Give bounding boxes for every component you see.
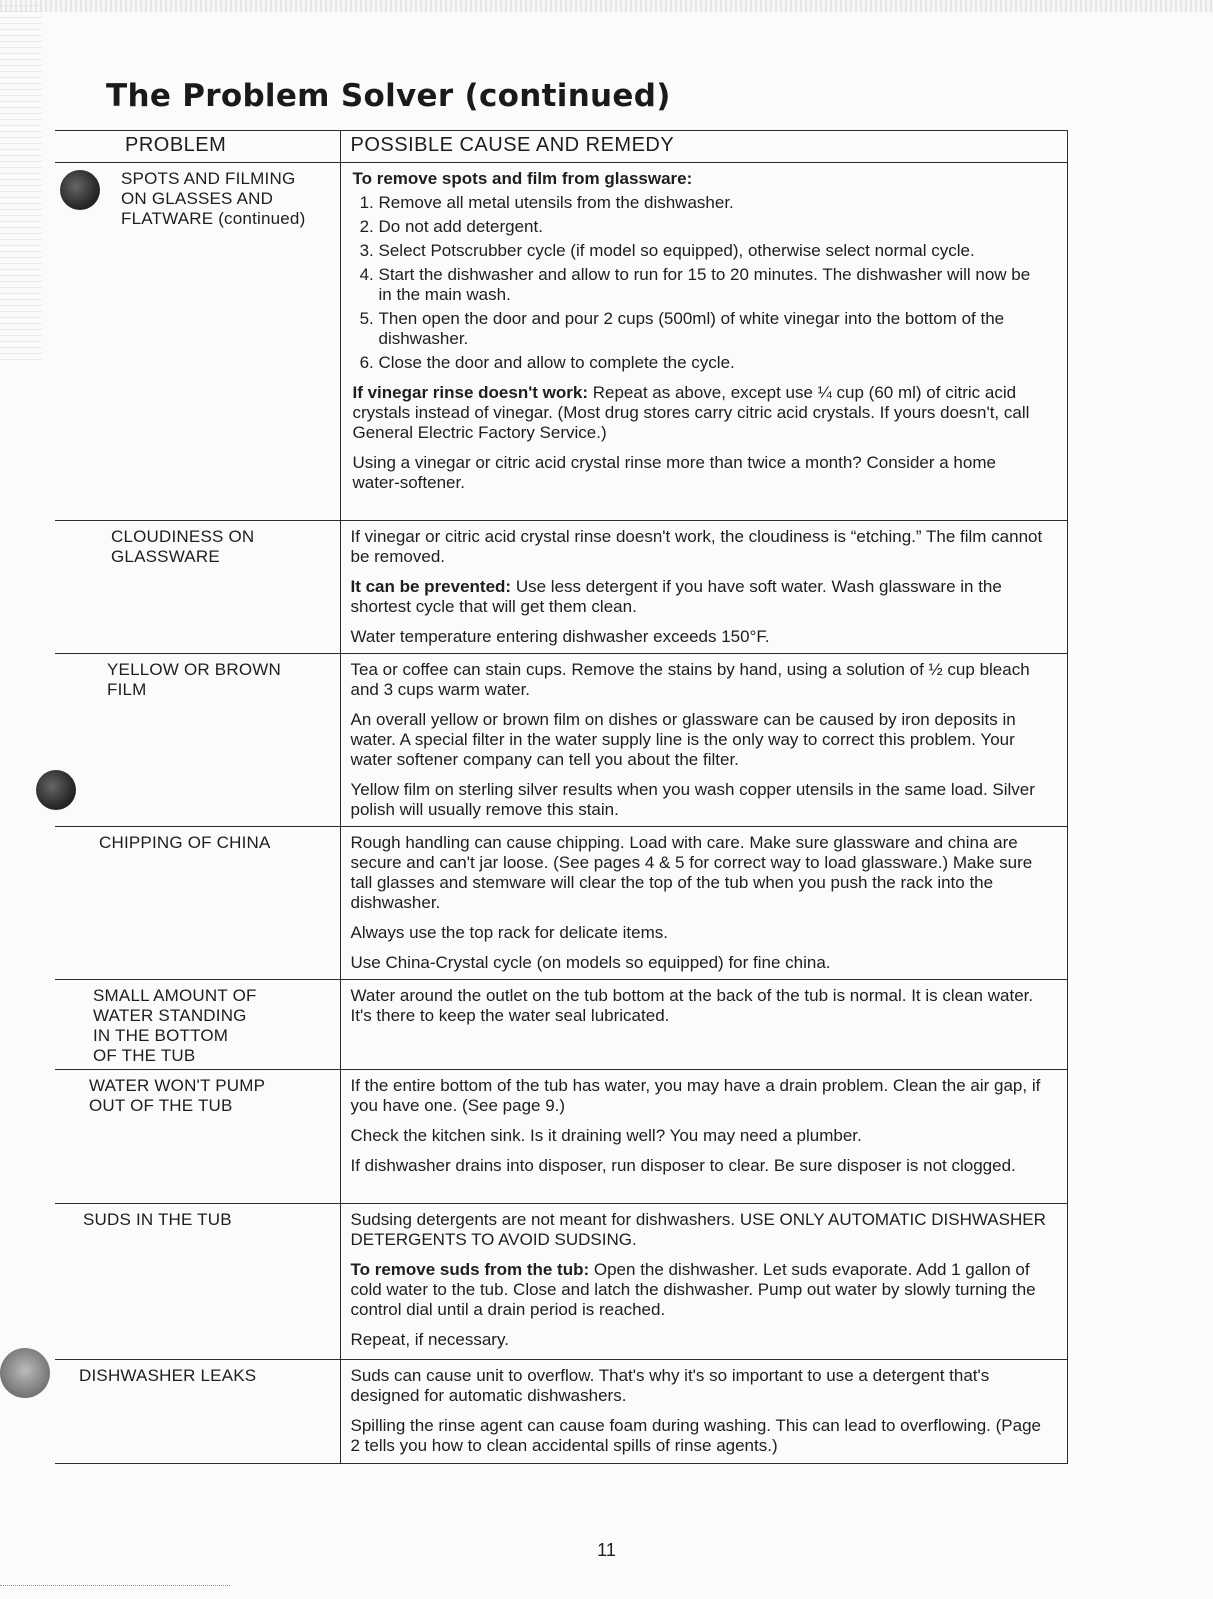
list-item: 4. Start the dishwasher and allow to run for 15 to 20 minutes. The dishwasher will now be in the main wash. <box>379 265 1047 305</box>
remedy-cell <box>340 1070 1067 1204</box>
remedy-text: Repeat as above, except use ¼ cup (60 ml) of citric acid crystals instead of vinegar. (Most drug stores carry citric acid crystals. If yours doesn't, call General Electric Factory Service.) <box>352 383 1030 442</box>
remedy-cell <box>340 163 1067 521</box>
table-row <box>55 1360 1067 1464</box>
problem-cell: SPOTS AND FILMING ON GLASSES AND FLATWARE (continued) <box>55 163 340 521</box>
remedy-paragraph: Always use the top rack for delicate items. <box>350 923 668 942</box>
list-item: 2. Do not add detergent. <box>379 217 1047 237</box>
remedy-paragraph <box>353 383 1047 443</box>
remedy-bold-lead: If vinegar rinse doesn't work: <box>352 383 588 402</box>
problem-cell: WATER WON'T PUMP OUT OF THE TUB <box>55 1070 340 1204</box>
table-row <box>55 1204 1067 1360</box>
problem-solver-table <box>55 130 1068 1464</box>
table-row <box>55 654 1067 827</box>
page-title: The Problem Solver (continued) <box>106 78 671 114</box>
remedy-paragraph <box>351 577 1047 617</box>
scan-artifact-left <box>0 0 42 360</box>
list-item: 6. Close the door and allow to complete the cycle. <box>379 353 1047 373</box>
header-remedy: POSSIBLE CAUSE AND REMEDY <box>340 131 1067 163</box>
page-number: 11 <box>597 1540 616 1560</box>
remedy-paragraph: Tea or coffee can stain cups. Remove the stains by hand, using a solution of ½ cup bleach and 3 cups warm water. <box>350 660 1030 699</box>
remedy-bold-lead: It can be prevented: <box>350 577 512 596</box>
remedy-steps <box>353 193 1047 373</box>
remedy-cell <box>340 654 1067 827</box>
remedy-paragraph: Repeat, if necessary. <box>350 1330 509 1349</box>
table-row <box>55 980 1067 1070</box>
remedy-paragraph: An overall yellow or brown film on dishes or glassware can be caused by iron deposits in water. A special filter in the water supply line is the only way to correct this problem. Your water softener company can tell you about the filter. <box>350 710 1016 769</box>
problem-cell: SMALL AMOUNT OF WATER STANDING IN THE BOTTOM OF THE TUB <box>55 980 340 1070</box>
remedy-paragraph: Water around the outlet on the tub bottom at the back of the tub is normal. It is clean water. It's there to keep the water seal lubricated. <box>350 986 1034 1025</box>
scan-artifact-top <box>0 0 1213 12</box>
remedy-cell <box>340 980 1067 1070</box>
table-row <box>55 163 1067 521</box>
header-problem: PROBLEM <box>55 131 340 163</box>
binder-hole-icon <box>0 1348 50 1398</box>
remedy-cell <box>340 521 1067 654</box>
remedy-paragraph: Spilling the rinse agent can cause foam during washing. This can lead to overflowing. (Page 2 tells you how to clean accidental spills of rinse agents.) <box>350 1416 1041 1455</box>
remedy-cell <box>340 1360 1067 1464</box>
remedy-paragraph: Use China-Crystal cycle (on models so equipped) for fine china. <box>350 953 831 972</box>
list-item: 1. Remove all metal utensils from the dishwasher. <box>379 193 1047 213</box>
remedy-text: Open the dishwasher. Let suds evaporate. Add 1 gallon of cold water to the tub. Close and latch the dishwasher. Pump out water by slowly turning the control dial until a drain period is reached. <box>350 1260 1036 1319</box>
problem-cell: SUDS IN THE TUB <box>55 1204 340 1360</box>
problem-cell: DISHWASHER LEAKS <box>55 1360 340 1464</box>
problem-cell: CHIPPING OF CHINA <box>55 827 340 980</box>
remedy-paragraph <box>351 1260 1047 1320</box>
remedy-paragraph: If the entire bottom of the tub has water, you may have a drain problem. Clean the air gap, if you have one. (See page 9.) <box>350 1076 1041 1115</box>
remedy-text: Use less detergent if you have soft water. Wash glassware in the shortest cycle that will get them clean. <box>350 577 1002 616</box>
list-item: 5. Then open the door and pour 2 cups (500ml) of white vinegar into the bottom of the dishwasher. <box>379 309 1047 349</box>
table-row <box>55 521 1067 654</box>
remedy-paragraph: Check the kitchen sink. Is it draining well? You may need a plumber. <box>350 1126 862 1145</box>
remedy-cell <box>340 827 1067 980</box>
remedy-paragraph: If vinegar or citric acid crystal rinse doesn't work, the cloudiness is “etching.” The film cannot be removed. <box>350 527 1043 566</box>
remedy-paragraph: If dishwasher drains into disposer, run disposer to clear. Be sure disposer is not clogged. <box>350 1156 1016 1175</box>
remedy-cell <box>340 1204 1067 1360</box>
remedy-lead: To remove spots and film from glassware: <box>352 169 693 188</box>
remedy-paragraph: Sudsing detergents are not meant for dishwashers. USE ONLY AUTOMATIC DISHWASHER DETERGENTS TO AVOID SUDSING. <box>350 1210 1046 1249</box>
remedy-paragraph: Suds can cause unit to overflow. That's why it's so important to use a detergent that's designed for automatic dishwashers. <box>350 1366 990 1405</box>
remedy-paragraph: Yellow film on sterling silver results when you wash copper utensils in the same load. Silver polish will usually remove this stain. <box>350 780 1035 819</box>
remedy-paragraph: Rough handling can cause chipping. Load with care. Make sure glassware and china are secure and can't jar loose. (See pages 4 & 5 for correct way to load glassware.) Make sure tall glasses and stemware will clear the top of the tub when you push the rack into the dishwasher. <box>350 833 1033 912</box>
table-header-row <box>55 131 1067 163</box>
problem-cell: YELLOW OR BROWN FILM <box>55 654 340 827</box>
remedy-paragraph: Water temperature entering dishwasher exceeds 150°F. <box>350 627 770 646</box>
table-row <box>55 827 1067 980</box>
table-row <box>55 1070 1067 1204</box>
list-item: 3. Select Potscrubber cycle (if model so equipped), otherwise select normal cycle. <box>379 241 1047 261</box>
problem-cell: CLOUDINESS ON GLASSWARE <box>55 521 340 654</box>
remedy-paragraph: Using a vinegar or citric acid crystal rinse more than twice a month? Consider a home water-softener. <box>352 453 996 492</box>
footer-divider <box>0 1585 230 1586</box>
remedy-bold-lead: To remove suds from the tub: <box>350 1260 590 1279</box>
